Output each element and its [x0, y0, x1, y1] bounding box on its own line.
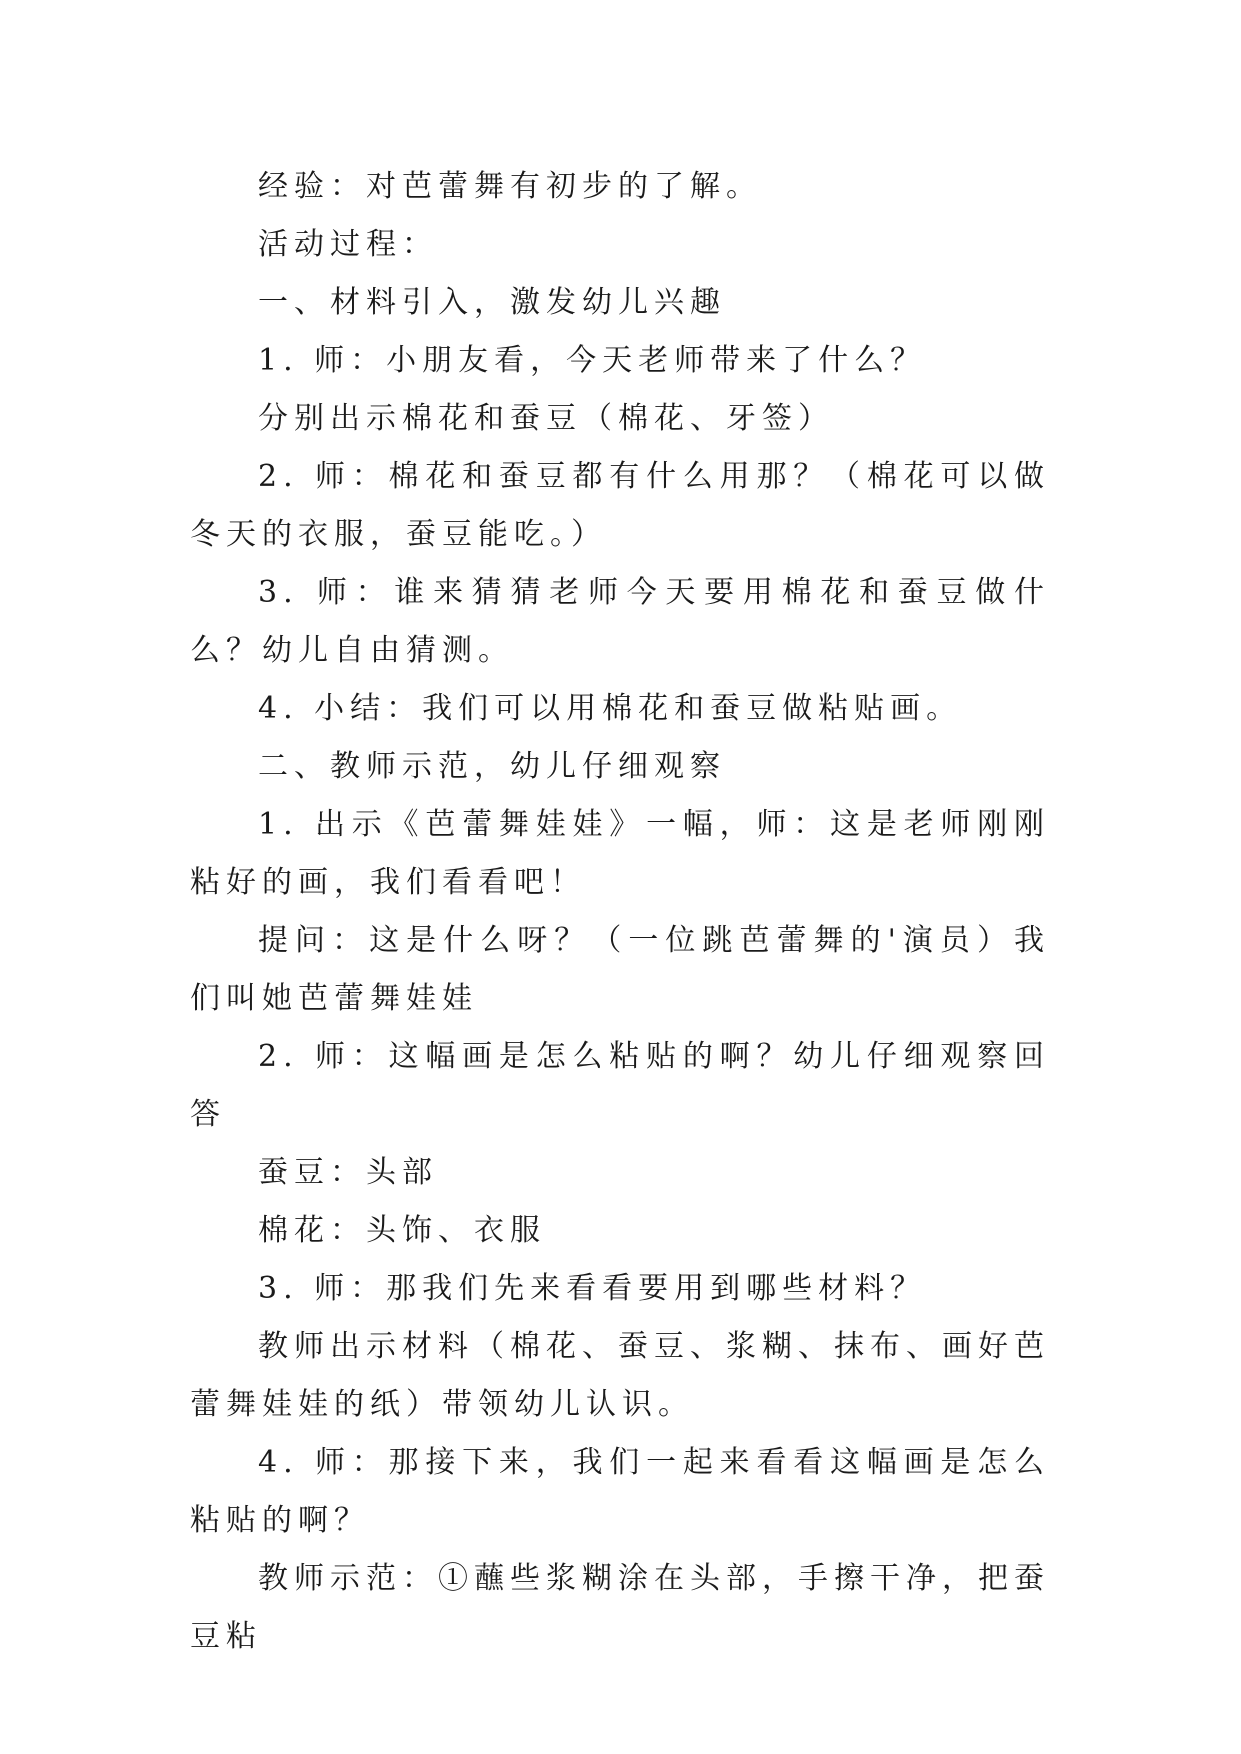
paragraph-step-2-4: 4. 师：那接下来，我们一起来看看这幅画是怎么粘贴的啊？ [190, 1445, 1050, 1538]
paragraph-step-1-4: 4. 小结：我们可以用棉花和蚕豆做粘贴画。 [258, 691, 963, 726]
paragraph-teacher-materials: 教师出示材料（棉花、蚕豆、浆糊、抹布、画好芭蕾舞娃娃的纸）带领幼儿认识。 [190, 1329, 1050, 1422]
paragraph-step-1-2: 2. 师：棉花和蚕豆都有什么用那？（棉花可以做冬天的衣服，蚕豆能吃。） [190, 459, 1050, 552]
paragraph-step-2-2: 2. 师：这幅画是怎么粘贴的啊？幼儿仔细观察回答 [190, 1039, 1050, 1132]
section-heading-1: 一、材料引入，激发幼儿兴趣 [258, 285, 726, 320]
paragraph-cotton-clothes: 棉花：头饰、衣服 [258, 1213, 546, 1248]
paragraph-activity-process: 活动过程： [258, 227, 438, 262]
paragraph-experience: 经验：对芭蕾舞有初步的了解。 [258, 169, 762, 204]
paragraph-show-materials: 分别出示棉花和蚕豆（棉花、牙签） [258, 401, 834, 436]
paragraph-step-1-1: 1. 师：小朋友看，今天老师带来了什么？ [258, 343, 927, 378]
paragraph-step-2-1: 1. 出示《芭蕾舞娃娃》一幅，师：这是老师刚刚粘好的画，我们看看吧！ [190, 807, 1050, 900]
paragraph-step-1-3: 3. 师：谁来猜猜老师今天要用棉花和蚕豆做什么？幼儿自由猜测。 [190, 575, 1050, 668]
paragraph-question: 提问：这是什么呀？（一位跳芭蕾舞的'演员）我们叫她芭蕾舞娃娃 [190, 923, 1050, 1016]
section-heading-2: 二、教师示范，幼儿仔细观察 [258, 749, 726, 784]
paragraph-teacher-demo: 教师示范：①蘸些浆糊涂在头部，手擦干净，把蚕豆粘 [190, 1561, 1050, 1654]
document-body [190, 158, 1050, 1666]
paragraph-step-2-3: 3. 师：那我们先来看看要用到哪些材料？ [258, 1271, 927, 1306]
paragraph-bean-head: 蚕豆：头部 [258, 1155, 438, 1190]
